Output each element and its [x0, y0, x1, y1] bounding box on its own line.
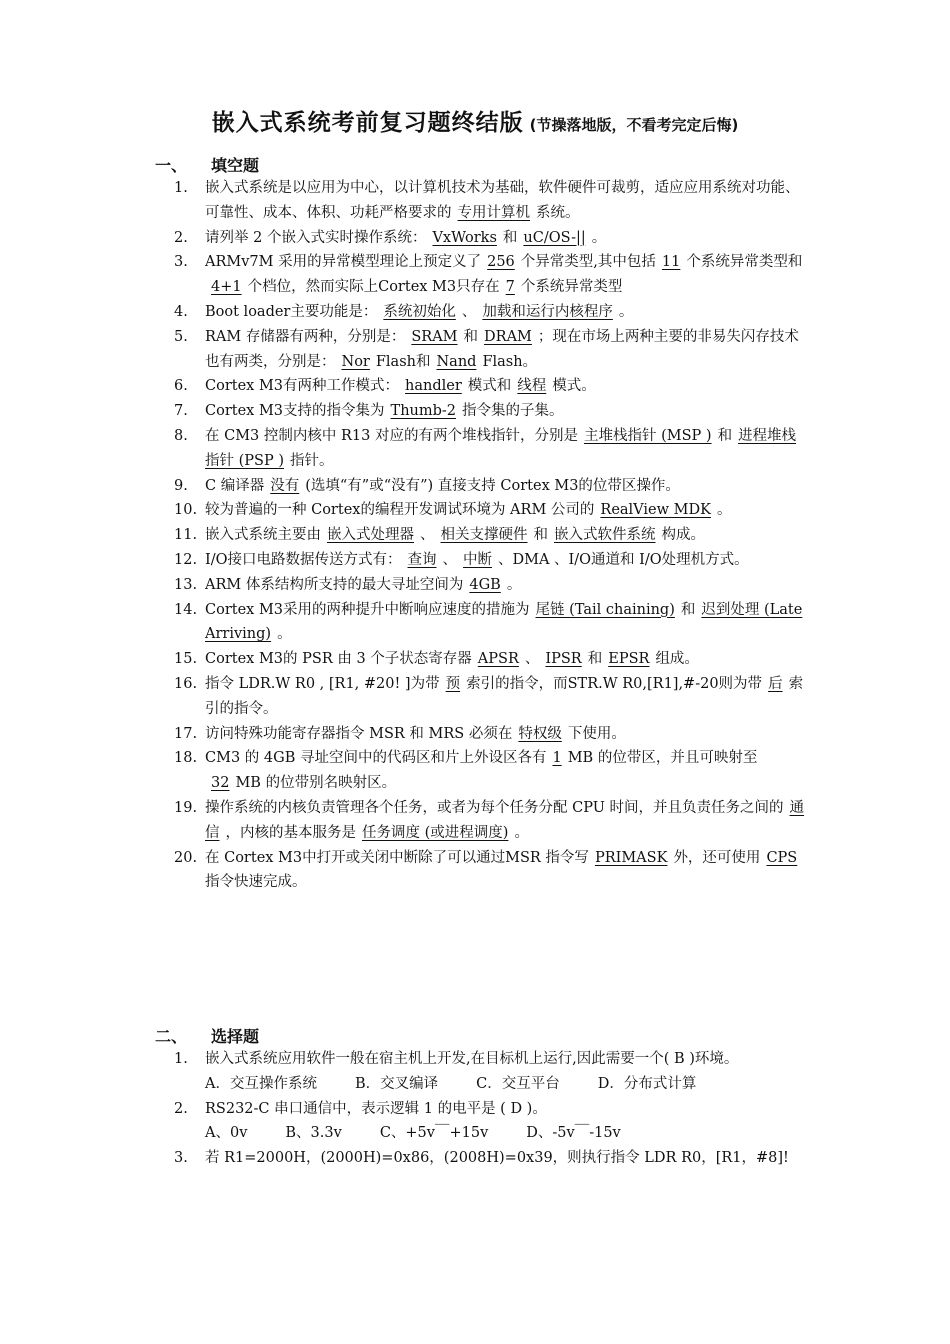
question-fragment: 索引的指令。 — [205, 675, 804, 717]
question-fragment: Boot loader主要功能是： — [205, 303, 378, 320]
question-fragment: MB 的位带区，并且可映射至 — [567, 750, 758, 767]
question-fragment: ；现在市场上两种主要的非易失闪存技术也有两类，分别是： — [205, 328, 799, 370]
question-fragment: 模式。 — [552, 378, 596, 395]
question-number: 6. — [174, 378, 188, 395]
question-text — [205, 523, 810, 548]
choice-option: A、0v — [205, 1125, 248, 1142]
question-fragment: 。 — [618, 303, 634, 320]
answer-blank: 32 — [211, 775, 230, 792]
question-number: 3. — [174, 254, 188, 271]
answer-blank: CPS — [766, 849, 798, 866]
question-text — [205, 548, 810, 573]
question-text — [205, 796, 810, 846]
question-fragment: RAM 存储器有两种，分别是： — [205, 328, 406, 345]
question-fragment: 下使用。 — [567, 725, 626, 742]
question-text: 嵌入式系统应用软件一般在宿主机上开发,在目标机上运行,因此需要一个( B )环境。 — [205, 1051, 739, 1067]
answer-blank: 预 — [445, 675, 461, 692]
answer-blank: 4GB — [469, 576, 501, 593]
answer-blank: 没有 — [270, 477, 300, 494]
section-label: 填空题 — [211, 156, 260, 175]
question-fragment: Cortex M3有两种工作模式： — [205, 378, 400, 395]
question-text — [205, 250, 810, 300]
question-text — [205, 598, 810, 648]
question-fragment: 和 — [463, 328, 479, 345]
question-number: 9. — [174, 477, 188, 494]
question-number: 10. — [174, 502, 198, 519]
choice-option: B、3.3v — [285, 1125, 342, 1142]
question-number: 16. — [174, 675, 198, 692]
answer-blank: PRIMASK — [594, 849, 668, 866]
choice-question-list — [174, 1047, 810, 1171]
fill-question — [174, 647, 810, 672]
question-number: 12. — [174, 551, 198, 568]
answer-blank: Nor — [341, 353, 370, 370]
question-fragment: 指令 LDR.W R0 , [R1, #20! ]为带 — [205, 675, 440, 692]
fill-question — [174, 226, 810, 251]
answer-blank: EPSR — [608, 651, 650, 668]
answer-blank: 11 — [661, 254, 681, 271]
question-number: 15. — [174, 651, 198, 668]
question-fragment: 索引的指令，而STR.W R0,[R1],#-20则为带 — [466, 675, 763, 692]
choice-option: A．交互操作系统 — [205, 1075, 317, 1092]
fill-question — [174, 573, 810, 598]
question-number: 17. — [174, 725, 198, 742]
question-fragment: 。 — [514, 824, 529, 841]
question-text — [205, 746, 810, 796]
question-text — [205, 226, 810, 251]
answer-blank: 迟到处理 (Late Arriving) — [205, 601, 803, 643]
question-number: 7. — [174, 403, 188, 420]
question-text — [205, 573, 810, 598]
answer-blank: Nand — [436, 353, 477, 370]
answer-blank: 主堆栈指针 (MSP ) — [583, 427, 712, 444]
question-fragment: Cortex M3支持的指令集为 — [205, 403, 385, 420]
question-fragment: 模式和 — [467, 378, 512, 395]
question-number: 1. — [174, 180, 188, 196]
answer-blank: 嵌入式处理器 — [327, 527, 414, 544]
question-number: 11. — [174, 527, 198, 544]
question-text: 若 R1=2000H，(2000H)=0x86，(2008H)=0x39，则执行指令 LDR R0，[R1，#8]! — [205, 1150, 789, 1167]
answer-blank: 1 — [552, 750, 562, 767]
question-text — [205, 399, 810, 424]
section-number: 一、 — [155, 156, 188, 175]
question-text: RS232-C 串口通信中，表示逻辑 1 的电平是 ( D )。 — [205, 1100, 547, 1117]
question-text — [205, 846, 810, 896]
answer-blank: 查询 — [407, 551, 437, 568]
question-fragment: (选填“有”或“没有”) 直接支持 Cortex M3的位带区操作。 — [305, 477, 680, 494]
question-fragment: 在 CM3 控制内核中 R13 对应的有两个堆栈指针，分别是 — [205, 427, 578, 444]
title-subtitle: (节操落地版，不看考完定后悔) — [529, 116, 739, 134]
question-number: 13. — [174, 576, 198, 593]
question-fragment: 组成。 — [655, 651, 699, 668]
question-fragment: I/O接口电路数据传送方式有： — [205, 551, 402, 568]
fill-question — [174, 424, 810, 474]
fill-question — [174, 399, 810, 424]
question-fragment: 较为普遍的一种 Cortex的编程开发调试环境为 ARM 公司的 — [205, 502, 595, 519]
question-number: 3. — [174, 1150, 188, 1167]
document-title — [0, 104, 950, 137]
question-number: 2. — [174, 229, 188, 246]
question-number: 2. — [174, 1100, 188, 1117]
fill-question — [174, 325, 810, 375]
question-fragment: 、 — [461, 303, 477, 320]
question-fragment: ARMv7M 采用的异常模型理论上预定义了 — [205, 254, 482, 271]
fill-question — [174, 176, 810, 226]
answer-blank: 尾链 (Tail chaining) — [535, 601, 675, 618]
option-row — [205, 1072, 810, 1097]
fill-question — [174, 548, 810, 573]
answer-blank: 中断 — [463, 551, 492, 568]
answer-blank: handler — [405, 378, 462, 395]
answer-blank: 4+1 — [211, 279, 242, 296]
answer-blank: 256 — [487, 254, 515, 271]
question-fragment: 、 — [524, 651, 540, 668]
answer-blank: 相关支撑硬件 — [440, 527, 528, 544]
choice-option: D、-5v￣-15v — [526, 1125, 621, 1142]
question-text — [205, 325, 810, 375]
question-fragment: 指令集的子集。 — [462, 403, 564, 420]
option-row — [205, 1121, 810, 1146]
question-number: 5. — [174, 328, 188, 345]
answer-blank: 线程 — [517, 378, 547, 395]
question-fragment: ARM 体系结构所支持的最大寻址空间为 — [205, 576, 464, 593]
answer-blank: VxWorks — [432, 229, 497, 246]
answer-blank: 专用计算机 — [457, 204, 530, 221]
answer-blank: 7 — [505, 279, 515, 296]
question-text — [205, 672, 810, 722]
section-heading-choice — [155, 1024, 259, 1047]
question-text — [205, 498, 810, 523]
answer-blank: uC/OS-|| — [523, 229, 586, 246]
question-fragment: 嵌入式系统主要由 — [205, 527, 321, 544]
question-fragment: 嵌入式系统是以应用为中心，以计算机技术为基础，软件硬件可裁剪，适应应用系统对功能、可靠性、成本、体积、功耗严格要求的 — [205, 180, 800, 221]
answer-blank: Thumb-2 — [390, 403, 457, 420]
answer-blank: 嵌入式软件系统 — [554, 527, 656, 544]
answer-blank: IPSR — [545, 651, 582, 668]
question-fragment: 和 — [533, 527, 548, 544]
fill-question — [174, 846, 810, 896]
choice-option: D．分布式计算 — [597, 1075, 697, 1092]
fill-question — [174, 250, 810, 300]
question-fragment: 请列举 2 个嵌入式实时操作系统： — [205, 229, 427, 246]
question-text — [205, 374, 810, 399]
question-fragment: 。 — [716, 502, 732, 519]
fill-question — [174, 523, 810, 548]
question-fragment: 。 — [506, 576, 522, 593]
question-fragment: 个档位，然而实际上Cortex M3只存在 — [247, 279, 500, 296]
question-number: 19. — [174, 799, 198, 816]
question-text — [205, 300, 810, 325]
question-text — [205, 647, 810, 672]
question-fragment: 指令快速完成。 — [205, 874, 307, 891]
answer-blank: 后 — [768, 675, 783, 692]
question-fragment: 系统。 — [536, 204, 580, 221]
fill-question — [174, 796, 810, 846]
fill-question — [174, 598, 810, 648]
question-number: 4. — [174, 303, 188, 320]
question-fragment: 外，还可使用 — [673, 849, 761, 866]
question-text — [205, 424, 810, 474]
question-fragment: CM3 的 4GB 寻址空间中的代码区和片上外设区各有 — [205, 750, 547, 767]
answer-blank: 系统初始化 — [383, 303, 456, 320]
question-fragment: Flash和 — [375, 353, 431, 370]
choice-option: C．交互平台 — [476, 1075, 560, 1092]
question-fragment: 。 — [277, 626, 292, 643]
question-fragment: 和 — [587, 651, 603, 668]
fill-question — [174, 746, 810, 796]
question-fragment: Cortex M3的 PSR 由 3 个子状态寄存器 — [205, 651, 472, 668]
question-fragment: 。 — [591, 229, 607, 246]
answer-blank: 特权级 — [518, 725, 562, 742]
fill-question — [174, 722, 810, 747]
answer-blank: RealView MDK — [600, 502, 711, 519]
answer-blank: 通信 — [205, 799, 805, 841]
choice-option: B．交叉编译 — [354, 1075, 439, 1092]
question-fragment: 、 — [420, 527, 435, 544]
answer-blank: APSR — [477, 651, 519, 668]
question-number: 1. — [174, 1051, 188, 1067]
question-number: 8. — [174, 427, 188, 444]
question-text — [205, 176, 810, 226]
question-text — [205, 474, 810, 499]
fill-question — [174, 498, 810, 523]
choice-option: C、+5v￣+15v — [379, 1125, 489, 1142]
question-fragment: 、DMA 、I/O通道和 I/O处理机方式。 — [498, 551, 749, 568]
question-fragment: 指针。 — [289, 452, 334, 469]
question-fragment: ，内核的基本服务是 — [225, 824, 356, 841]
question-fragment: 个系统异常类型和 — [686, 254, 803, 271]
choice-question — [174, 1047, 810, 1097]
question-fragment: 和 — [680, 601, 696, 618]
question-text — [205, 722, 810, 747]
answer-blank: 进程堆栈指针 (PSP ) — [205, 427, 797, 469]
section-label: 选择题 — [211, 1027, 260, 1046]
question-fragment: 构成。 — [661, 527, 705, 544]
question-number: 20. — [174, 849, 198, 866]
question-number: 14. — [174, 601, 198, 618]
section-number: 二、 — [155, 1027, 188, 1046]
question-fragment: MB 的位带别名映射区。 — [235, 775, 397, 792]
question-fragment: C 编译器 — [205, 477, 265, 494]
question-number: 18. — [174, 750, 198, 767]
fill-question — [174, 300, 810, 325]
question-fragment: 操作系统的内核负责管理各个任务，或者为每个任务分配 CPU 时间，并且负责任务之间的 — [205, 799, 784, 816]
choice-question — [174, 1146, 810, 1171]
question-fragment: 个异常类型,其中包括 — [520, 254, 656, 271]
choice-question — [174, 1097, 810, 1147]
answer-blank: 加载和运行内核程序 — [482, 303, 613, 320]
answer-blank: SRAM — [411, 328, 458, 345]
answer-blank: 任务调度 (或进程调度) — [362, 824, 509, 841]
fill-question — [174, 672, 810, 722]
section-heading-fill — [155, 153, 259, 176]
question-fragment: 访问特殊功能寄存器指令 MSR 和 MRS 必须在 — [205, 725, 513, 742]
fill-question — [174, 474, 810, 499]
title-main: 嵌入式系统考前复习题终结版 — [211, 110, 524, 136]
fill-in-question-list — [174, 176, 810, 895]
question-fragment: Cortex M3采用的两种提升中断响应速度的措施为 — [205, 601, 530, 618]
question-fragment: 在 Cortex M3中打开或关闭中断除了可以通过MSR 指令写 — [205, 849, 589, 866]
question-fragment: 、 — [442, 551, 457, 568]
answer-blank: DRAM — [484, 328, 532, 345]
question-fragment: Flash。 — [482, 353, 538, 370]
fill-question — [174, 374, 810, 399]
question-fragment: 和 — [502, 229, 518, 246]
question-fragment: 和 — [717, 427, 733, 444]
question-fragment: 个系统异常类型 — [520, 279, 623, 296]
